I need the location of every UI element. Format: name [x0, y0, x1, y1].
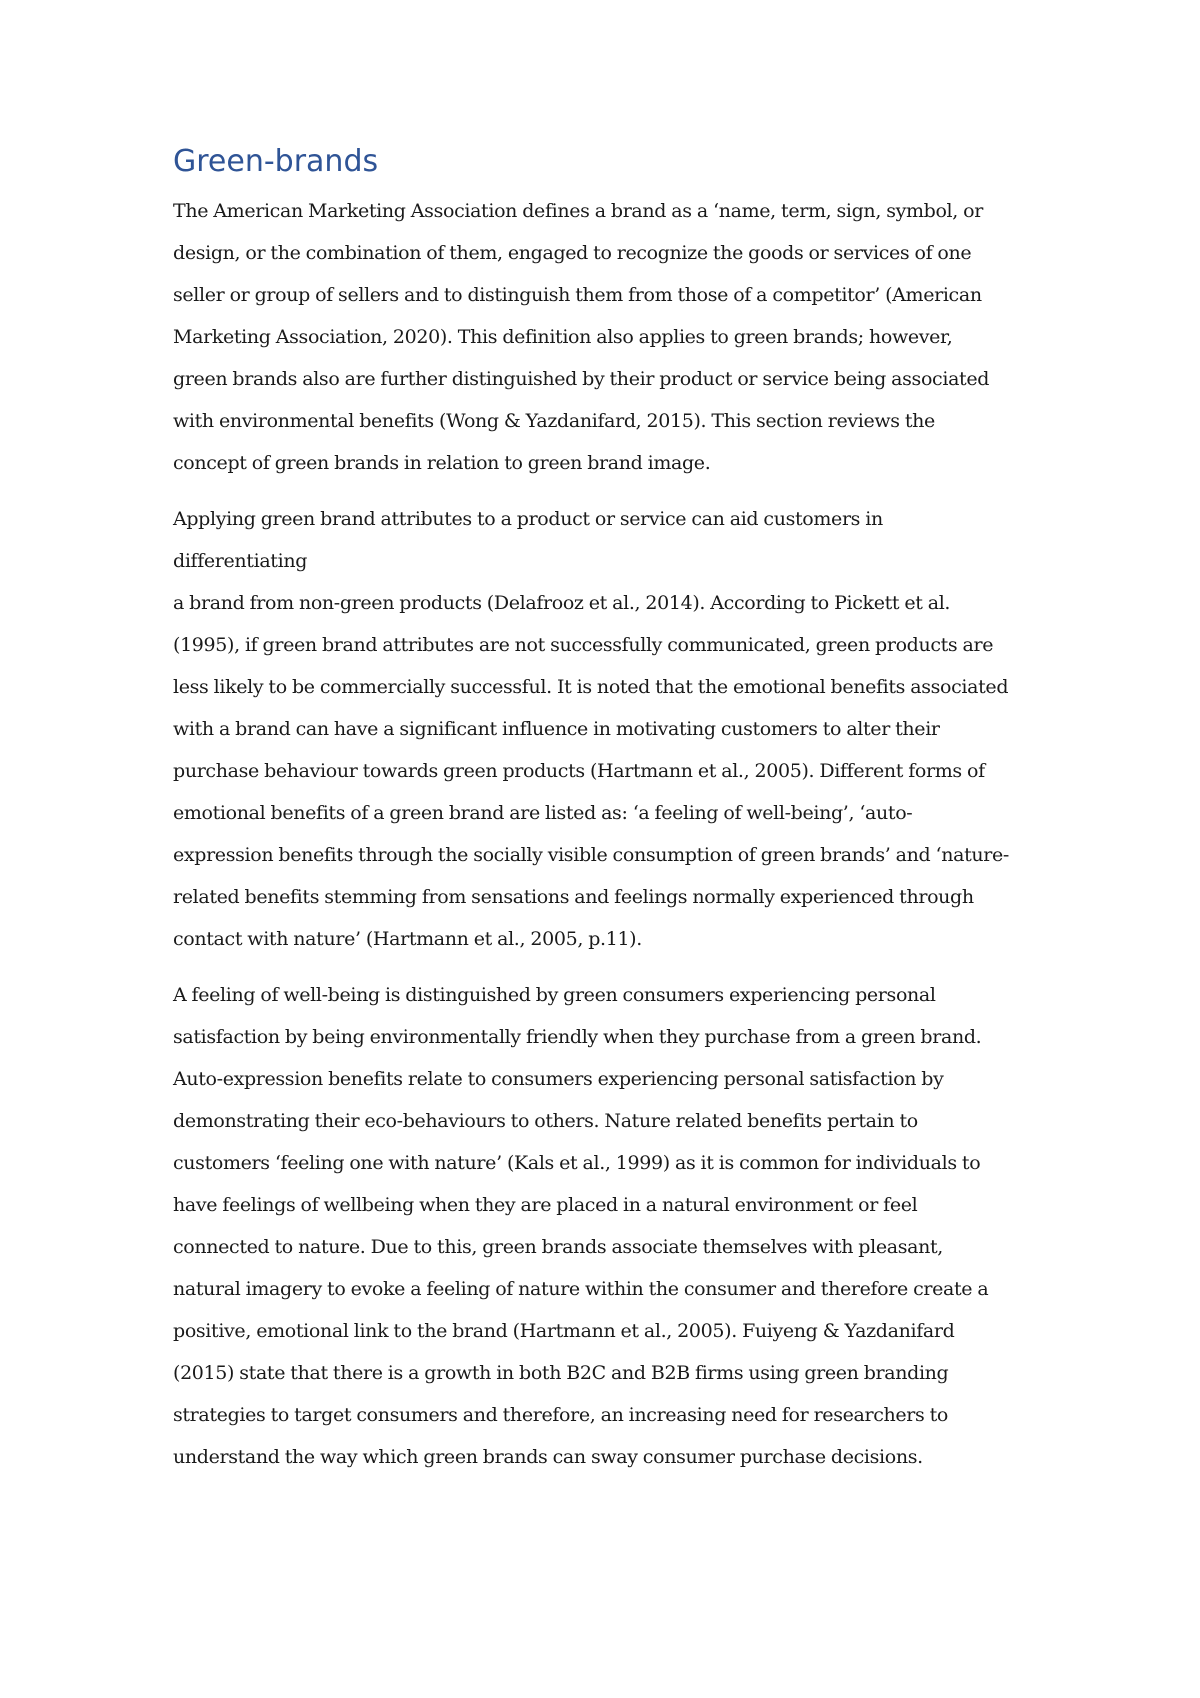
- text-line: have feelings of wellbeing when they are placed in a natural environment or feel: [173, 1194, 918, 1216]
- text-line: differentiating: [173, 550, 308, 572]
- text-line: (2015) state that there is a growth in both B2C and B2B firms using green branding: [173, 1362, 949, 1384]
- text-line: green brands also are further distinguished by their product or service being associated: [173, 368, 990, 390]
- text-line: contact with nature’ (Hartmann et al., 2005, p.11).: [173, 928, 642, 950]
- text-line: purchase behaviour towards green products (Hartmann et al., 2005). Different forms of: [173, 760, 985, 782]
- text-line: customers ‘feeling one with nature’ (Kals et al., 1999) as it is common for individuals to: [173, 1152, 981, 1174]
- text-line: strategies to target consumers and therefore, an increasing need for researchers to: [173, 1404, 948, 1426]
- text-line: (1995), if green brand attributes are not successfully communicated, green products are: [173, 634, 994, 656]
- text-line: related benefits stemming from sensations and feelings normally experienced through: [173, 886, 974, 908]
- text-line: A feeling of well-being is distinguished by green consumers experiencing personal: [173, 984, 936, 1006]
- text-line: Auto-expression benefits relate to consumers experiencing personal satisfaction by: [173, 1068, 944, 1090]
- section-heading: Green-brands: [173, 144, 379, 179]
- text-line: with a brand can have a significant influence in motivating customers to alter their: [173, 718, 940, 740]
- paragraph-3: [173, 974, 1053, 1478]
- text-line: understand the way which green brands can sway consumer purchase decisions.: [173, 1446, 923, 1468]
- paragraph-2: [173, 498, 1053, 960]
- text-line: satisfaction by being environmentally friendly when they purchase from a green brand.: [173, 1026, 982, 1048]
- text-line: design, or the combination of them, engaged to recognize the goods or services of one: [173, 242, 972, 264]
- text-line: positive, emotional link to the brand (Hartmann et al., 2005). Fuiyeng & Yazdanifard: [173, 1320, 955, 1342]
- text-line: less likely to be commercially successful. It is noted that the emotional benefits associated: [173, 676, 1009, 698]
- text-line: natural imagery to evoke a feeling of nature within the consumer and therefore create a: [173, 1278, 989, 1300]
- text-line: seller or group of sellers and to distinguish them from those of a competitor’ (American: [173, 284, 982, 306]
- text-line: connected to nature. Due to this, green brands associate themselves with pleasant,: [173, 1236, 943, 1258]
- text-line: Marketing Association, 2020). This definition also applies to green brands; however,: [173, 326, 953, 348]
- text-line: expression benefits through the socially visible consumption of green brands’ and ‘nature-: [173, 844, 1009, 866]
- text-line: The American Marketing Association defines a brand as a ‘name, term, sign, symbol, or: [173, 200, 983, 222]
- text-line: a brand from non-green products (Delafrooz et al., 2014). According to Pickett et al.: [173, 592, 951, 614]
- text-line: demonstrating their eco-behaviours to others. Nature related benefits pertain to: [173, 1110, 918, 1132]
- text-line: emotional benefits of a green brand are listed as: ‘a feeling of well-being’, ‘auto-: [173, 802, 913, 824]
- paragraph-1: [173, 190, 1053, 484]
- text-line: concept of green brands in relation to green brand image.: [173, 452, 711, 474]
- text-line: with environmental benefits (Wong & Yazdanifard, 2015). This section reviews the: [173, 410, 935, 432]
- text-line: Applying green brand attributes to a product or service can aid customers in: [173, 508, 883, 530]
- document-body: [173, 140, 1053, 1492]
